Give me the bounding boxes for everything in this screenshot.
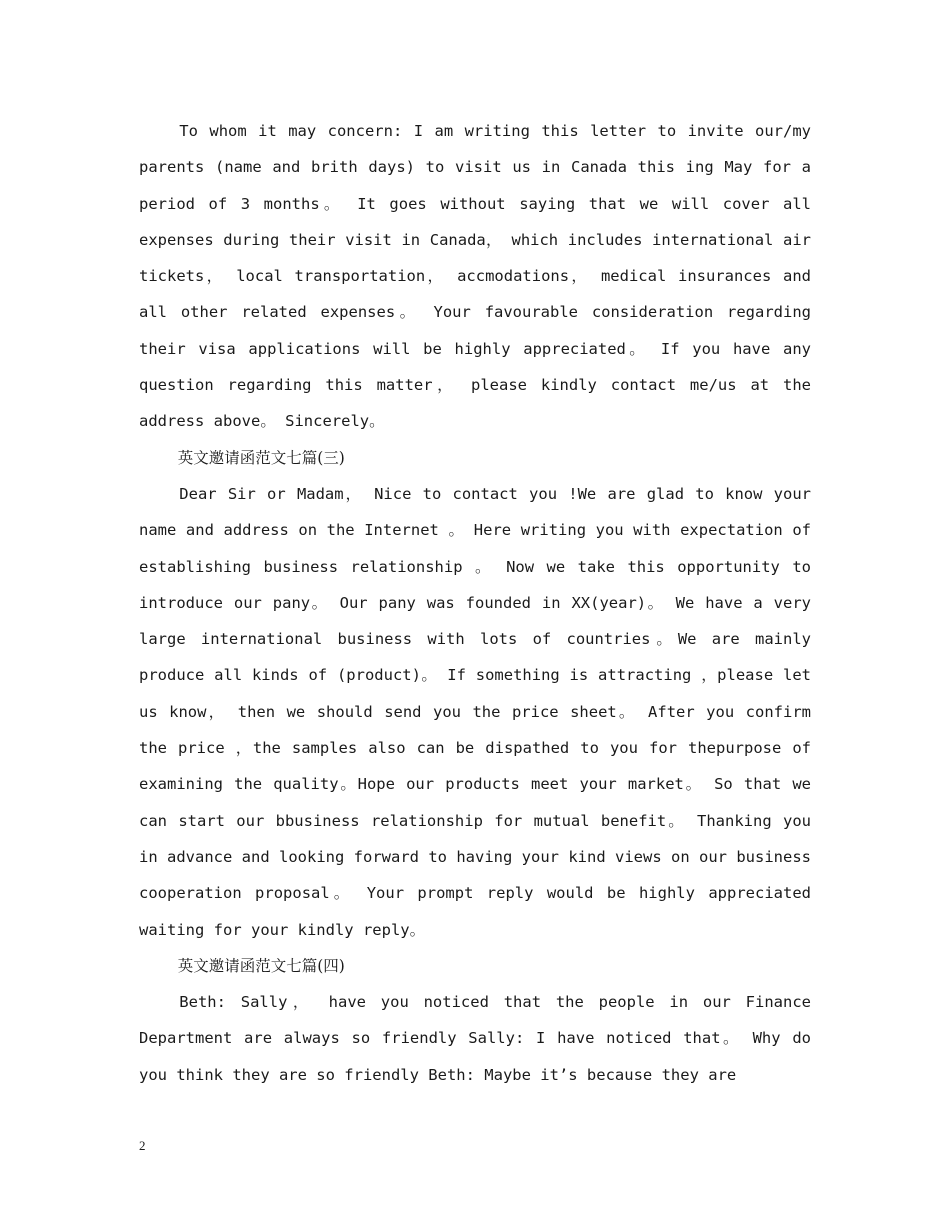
- section-heading-three: 英文邀请函范文七篇(三): [177, 448, 345, 467]
- section-heading-four: 英文邀请函范文七篇(四): [177, 956, 345, 975]
- document-body: [139, 113, 821, 1093]
- dialogue-paragraph: Beth: Sally， have you noticed that the people in our Finance Department are always so friendly Sally: I have noticed that。 Why do you think they are so friendly Beth: Maybe it’s because they are: [139, 993, 821, 1084]
- business-letter-paragraph: Dear Sir or Madam， Nice to contact you !We are glad to know your name and address on the Internet 。 Here writing you with expectation of establishing business relationship 。 Now we take this opportunity to introduce our pany。 Our pany was founded in XX(year)。 We have a very large international business with lots of countries。We are mainly produce all kinds of (product)。 If something is attracting ，please let us know， then we should send you the price sheet。 After you confirm the price ，the samples also can be dispathed to you for thepurpose of examining the quality。Hope our products meet your market。 So that we can start our bbusiness relationship for mutual benefit。 Thanking you in advance and looking forward to having your kind views on our business cooperation proposal。 Your prompt reply would be highly appreciated waiting for your kindly reply。: [139, 484, 821, 939]
- invitation-paragraph-parents: To whom it may concern: I am writing this letter to invite our/my parents (name and brith days) to visit us in Canada this ing May for a period of 3 months。 It goes without saying that we will cover all expenses during their visit in Canada， which includes international air tickets， local transportation， accmodations， medical insurances and all other related expenses。 Your favourable consideration regarding their visa applications will be highly appreciated。 If you have any question regarding this matter， please kindly contact me/us at the address above。 Sincerely。: [139, 122, 821, 431]
- page-number: 2: [139, 1138, 146, 1153]
